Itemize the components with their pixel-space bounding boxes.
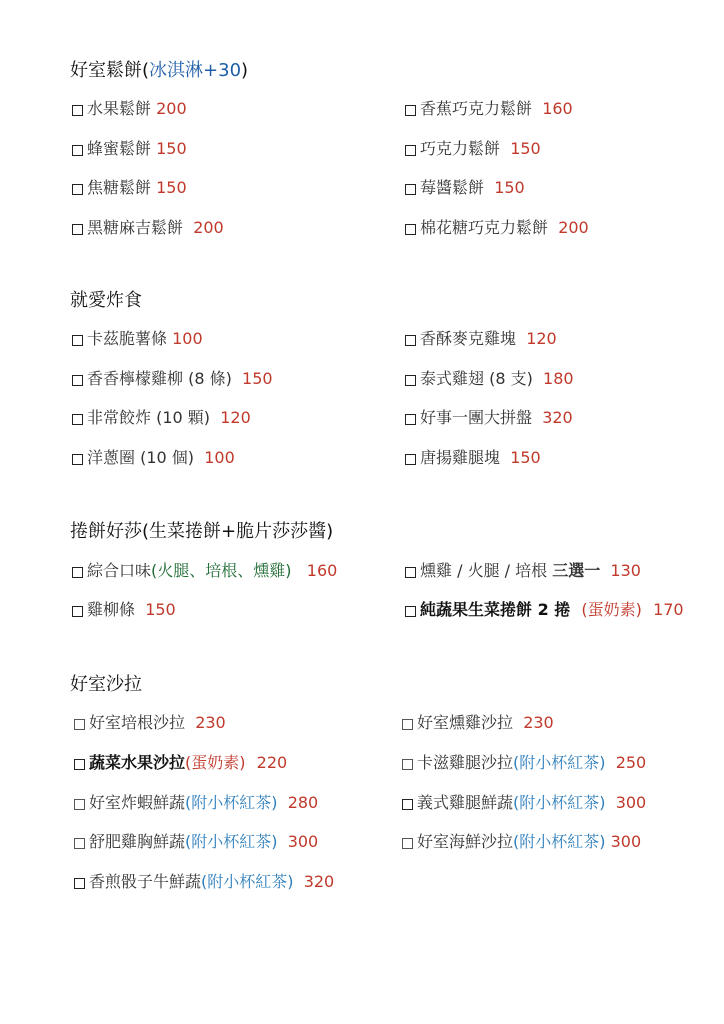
list-item[interactable]: 香煎骰子牛鮮蔬(附小杯紅茶) 320 (74, 872, 334, 892)
checkbox-icon[interactable] (405, 414, 416, 425)
checkbox-icon[interactable] (405, 184, 416, 195)
list-item[interactable]: 好室燻雞沙拉 230 (402, 713, 554, 733)
checkbox-icon[interactable] (74, 838, 85, 849)
checkbox-icon[interactable] (74, 719, 85, 730)
checkbox-icon[interactable] (405, 224, 416, 235)
checkbox-icon[interactable] (402, 759, 413, 770)
list-item[interactable]: 燻雞 / 火腿 / 培根 三選一 130 (405, 561, 641, 581)
list-item[interactable]: 香酥麥克雞塊 120 (405, 329, 557, 349)
list-item[interactable]: 非常餃炸 (10 顆) 120 (72, 408, 251, 428)
list-item[interactable]: 卡滋雞腿沙拉(附小杯紅茶) 250 (402, 753, 646, 773)
list-item[interactable]: 洋蔥圈 (10 個) 100 (72, 448, 235, 468)
checkbox-icon[interactable] (405, 335, 416, 346)
checkbox-icon[interactable] (405, 105, 416, 116)
checkbox-icon[interactable] (402, 799, 413, 810)
list-item[interactable]: 好室培根沙拉 230 (74, 713, 226, 733)
list-item[interactable]: 卡茲脆薯條 100 (72, 329, 203, 349)
list-item[interactable]: 香蕉巧克力鬆餅 160 (405, 99, 573, 119)
section-title-fried: 就愛炸食 (70, 290, 142, 311)
list-item[interactable]: 義式雞腿鮮蔬(附小杯紅茶) 300 (402, 793, 646, 813)
list-item[interactable]: 綜合口味(火腿、培根、燻雞) 160 (72, 561, 337, 581)
list-item[interactable]: 純蔬果生菜捲餅 2 捲 (蛋奶素) 170 (405, 600, 684, 620)
list-item[interactable]: 焦糖鬆餅 150 (72, 178, 187, 198)
section-title-waffles: 好室鬆餅(冰淇淋+30) (70, 60, 249, 81)
checkbox-icon[interactable] (72, 145, 83, 156)
checkbox-icon[interactable] (72, 454, 83, 465)
checkbox-icon[interactable] (74, 759, 85, 770)
checkbox-icon[interactable] (405, 145, 416, 156)
list-item[interactable]: 莓醬鬆餅 150 (405, 178, 525, 198)
list-item[interactable]: 蔬菜水果沙拉(蛋奶素) 220 (74, 753, 287, 773)
list-item[interactable]: 巧克力鬆餅 150 (405, 139, 541, 159)
checkbox-icon[interactable] (72, 335, 83, 346)
checkbox-icon[interactable] (402, 719, 413, 730)
checkbox-icon[interactable] (402, 838, 413, 849)
list-item[interactable]: 水果鬆餅 200 (72, 99, 187, 119)
checkbox-icon[interactable] (72, 105, 83, 116)
checkbox-icon[interactable] (405, 454, 416, 465)
checkbox-icon[interactable] (405, 606, 416, 617)
list-item[interactable]: 棉花糖巧克力鬆餅 200 (405, 218, 589, 238)
checkbox-icon[interactable] (72, 224, 83, 235)
list-item[interactable]: 雞柳條 150 (72, 600, 176, 620)
checkbox-icon[interactable] (405, 375, 416, 386)
checkbox-icon[interactable] (72, 184, 83, 195)
checkbox-icon[interactable] (72, 567, 83, 578)
list-item[interactable]: 黑糖麻吉鬆餅 200 (72, 218, 224, 238)
list-item[interactable]: 好室海鮮沙拉(附小杯紅茶) 300 (402, 832, 641, 852)
section-title-wraps: 捲餅好莎(生菜捲餅+脆片莎莎醬) (70, 521, 334, 542)
checkbox-icon[interactable] (74, 799, 85, 810)
list-item[interactable]: 泰式雞翅 (8 支) 180 (405, 369, 574, 389)
list-item[interactable]: 唐揚雞腿塊 150 (405, 448, 541, 468)
list-item[interactable]: 香香檸檬雞柳 (8 條) 150 (72, 369, 273, 389)
checkbox-icon[interactable] (405, 567, 416, 578)
checkbox-icon[interactable] (72, 606, 83, 617)
checkbox-icon[interactable] (72, 375, 83, 386)
checkbox-icon[interactable] (72, 414, 83, 425)
checkbox-icon[interactable] (74, 878, 85, 889)
list-item[interactable]: 好室炸蝦鮮蔬(附小杯紅茶) 280 (74, 793, 318, 813)
list-item[interactable]: 舒肥雞胸鮮蔬(附小杯紅茶) 300 (74, 832, 318, 852)
list-item[interactable]: 蜂蜜鬆餅 150 (72, 139, 187, 159)
section-title-salads: 好室沙拉 (70, 674, 142, 695)
list-item[interactable]: 好事一團大拼盤 320 (405, 408, 573, 428)
